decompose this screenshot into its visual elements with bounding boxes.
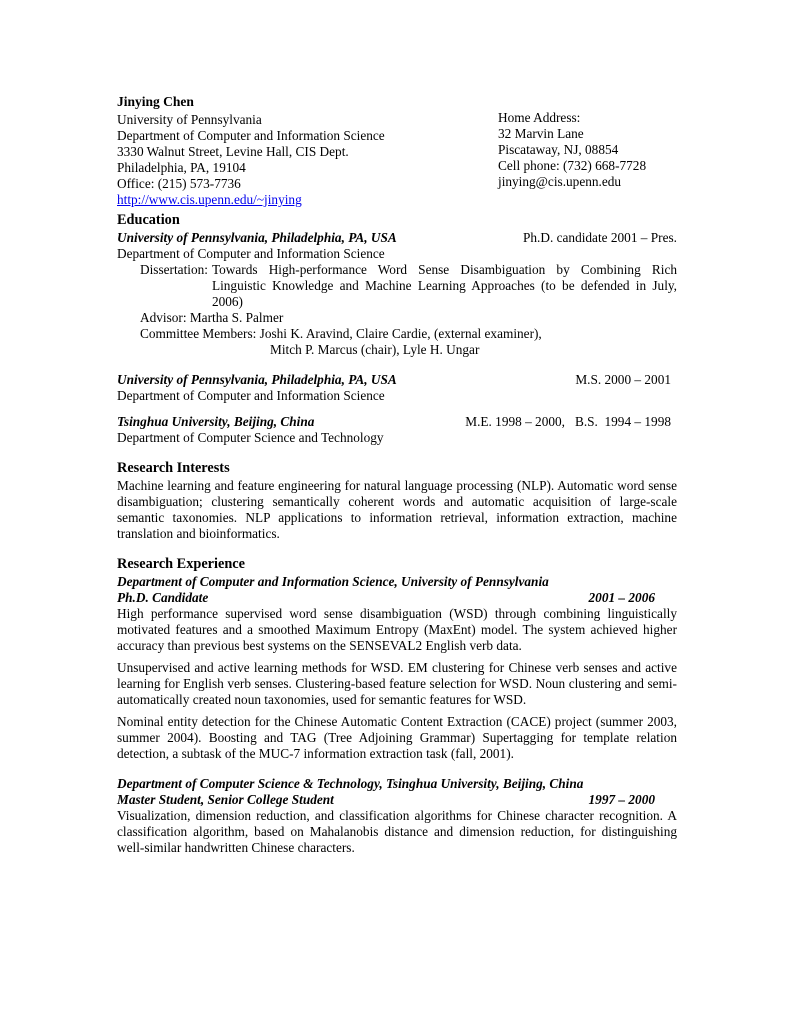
education-section <box>117 212 677 446</box>
education-entry-header <box>117 414 677 430</box>
role-dates: 2001 – 2006 <box>588 590 655 605</box>
experience-paragraph: High performance supervised word sense disambiguation (WSD) through combining linguistically motivated features and a smoothed Maximum Entropy (MaxEnt) model. The system achieved higher accuracy than previous best systems on the SENSEVAL2 English verb data. <box>117 606 677 653</box>
education-entry-header <box>117 372 677 388</box>
committee-members: Committee Members: Joshi K. Aravind, Claire Cardie, (external examiner), <box>140 326 542 341</box>
section-title: Education <box>117 212 180 228</box>
dissertation-label: Dissertation: <box>140 262 208 277</box>
home-address <box>498 91 646 190</box>
work-line: Office: (215) 573-7736 <box>117 176 241 191</box>
role: Ph.D. Candidate <box>117 590 209 605</box>
home-line: 32 Marvin Lane <box>498 126 584 141</box>
role-row <box>117 792 677 808</box>
degree-dates: Ph.D. candidate 2001 – Pres. <box>523 230 677 245</box>
experience-paragraph: Nominal entity detection for the Chinese Automatic Content Extraction (CACE) project (summer 2003, summer 2004). Boosting and TAG (Tree Adjoining Grammar) Supertagging for template relation detection, a subtask of the MUC-7 information extraction task (fall, 2001). <box>117 714 677 761</box>
home-line: Piscataway, NJ, 08854 <box>498 142 619 157</box>
committee-members-cont: Mitch P. Marcus (chair), Lyle H. Ungar <box>270 342 480 357</box>
home-line: Home Address: <box>498 110 581 125</box>
school-name: Tsinghua University, Beijing, China <box>117 414 315 429</box>
interests-section <box>117 460 677 542</box>
work-line: Department of Computer and Information Science <box>117 128 385 143</box>
degree-dates: M.E. 1998 – 2000, B.S. 1994 – 1998 <box>465 414 671 429</box>
department: Department of Computer and Information Science <box>117 246 385 261</box>
person-name: Jinying Chen <box>117 94 194 109</box>
homepage-link[interactable]: http://www.cis.upenn.edu/~jinying <box>117 192 302 207</box>
work-line: University of Pennsylvania <box>117 112 262 127</box>
department: Department of Computer and Information Science <box>117 388 385 403</box>
work-line: 3330 Walnut Street, Levine Hall, CIS Dept. <box>117 144 349 159</box>
home-line: jinying@cis.upenn.edu <box>498 174 622 189</box>
dissertation-title: Towards High-performance Word Sense Disambiguation by Combining Rich Linguistic Knowledge and Machine Learning Approaches (to be defended in July, 2006) <box>211 262 677 309</box>
dissertation <box>117 262 677 310</box>
work-line: Philadelphia, PA, 19104 <box>117 160 246 175</box>
school-name: University of Pennsylvania, Philadelphia, PA, USA <box>117 372 397 387</box>
organization: Department of Computer and Information Science, University of Pennsylvania <box>117 574 549 589</box>
resume-page <box>117 94 677 862</box>
contact-header <box>117 94 677 212</box>
advisor: Advisor: Martha S. Palmer <box>140 310 284 325</box>
department: Department of Computer Science and Technology <box>117 430 384 445</box>
experience-paragraph: Visualization, dimension reduction, and classification algorithms for Chinese character recognition. A classification algorithm, based on Mahalanobis distance and dimension reduction, for distinguishing well-similar handwritten Chinese characters. <box>117 808 677 855</box>
education-entry-header <box>117 230 677 246</box>
home-line: Cell phone: (732) 668-7728 <box>498 158 647 173</box>
section-title: Research Experience <box>117 556 245 572</box>
section-title: Research Interests <box>117 460 230 476</box>
role-row <box>117 590 677 606</box>
interests-text: Machine learning and feature engineering for natural language processing (NLP). Automatic word sense disambiguation; clustering semantically coherent words and automatic acquisition of large-scale semantic taxonomies. NLP applications to information retrieval, information extraction, machine translation and bioinformatics. <box>117 478 677 541</box>
role-dates: 1997 – 2000 <box>588 792 655 807</box>
organization: Department of Computer Science & Technology, Tsinghua University, Beijing, China <box>117 776 584 791</box>
degree-dates: M.S. 2000 – 2001 <box>575 372 671 387</box>
role: Master Student, Senior College Student <box>117 792 334 807</box>
work-address <box>117 94 385 208</box>
school-name: University of Pennsylvania, Philadelphia, PA, USA <box>117 230 397 245</box>
experience-paragraph: Unsupervised and active learning methods for WSD. EM clustering for Chinese verb senses and active learning for English verb senses. Clustering-based feature selection for WSD. Noun clustering and semi-automatically created noun taxonomies, used for semantic features for WSD. <box>117 660 677 707</box>
experience-section <box>117 556 677 856</box>
